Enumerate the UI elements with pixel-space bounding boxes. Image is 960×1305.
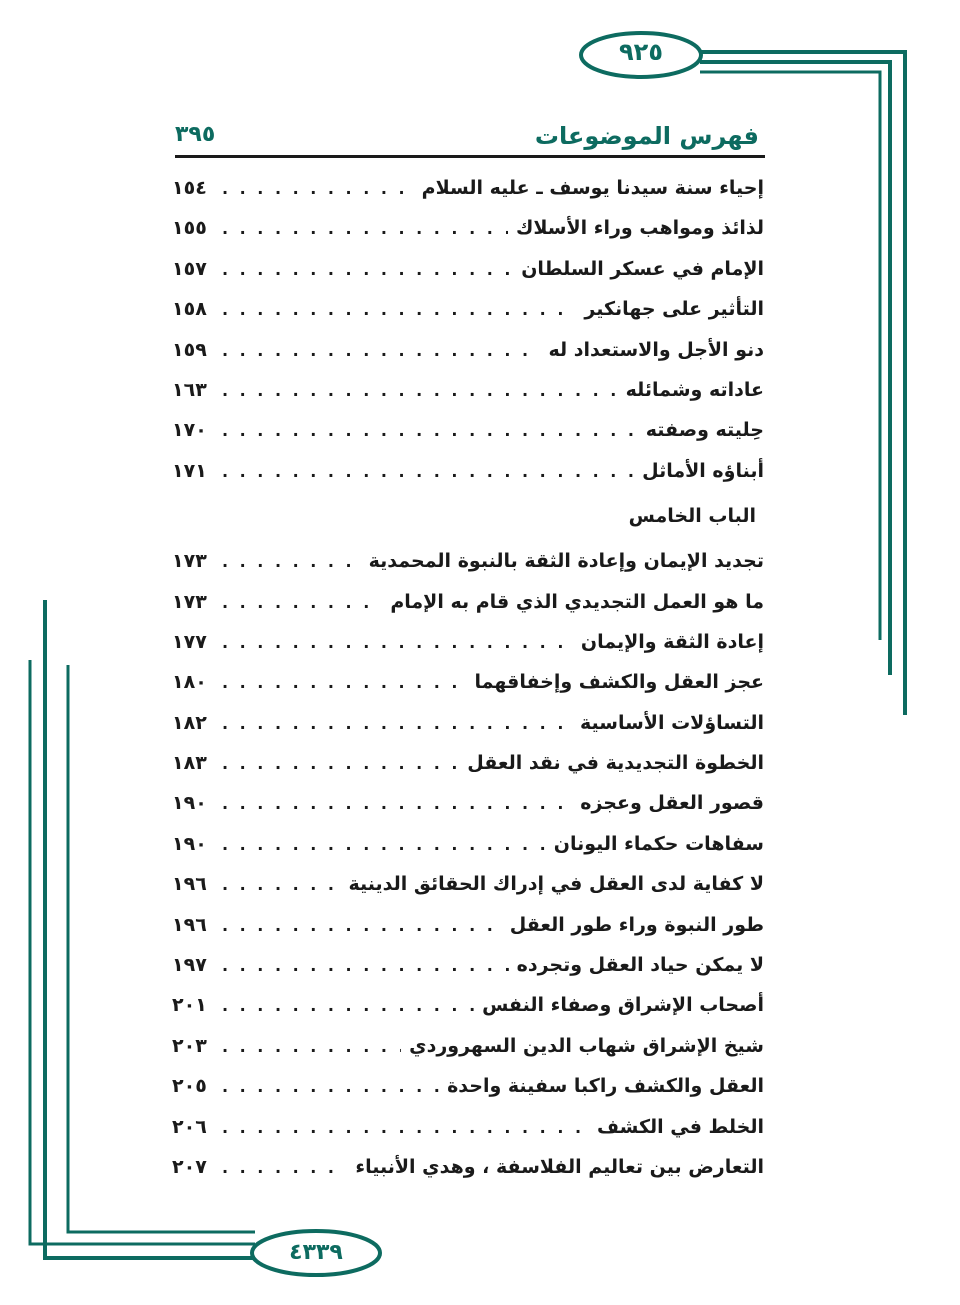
toc-entry: [172, 370, 764, 410]
toc-leader-dots: [222, 663, 467, 703]
toc-entry: [172, 451, 764, 491]
bottom-page-number: ٤٣٣٩: [289, 1240, 343, 1265]
toc-entry: [172, 905, 764, 945]
toc-entry-title: قصور العقل وعجزه: [580, 792, 764, 815]
toc-entry-page: ٢٠٧: [172, 1155, 207, 1178]
toc-leader-dots: [222, 744, 459, 784]
toc-leader-dots: [222, 1148, 347, 1188]
toc-entry-page: ١٩٦: [172, 873, 207, 896]
toc-entry: [172, 1107, 764, 1147]
toc-entry: [172, 662, 764, 702]
toc-leader-dots: [222, 1027, 401, 1067]
toc-entry-page: ١٦٣: [172, 378, 207, 401]
toc-entry: [172, 582, 764, 622]
toc-leader-dots: [222, 946, 509, 986]
toc-entry-page: ١٥٨: [172, 298, 207, 321]
toc-part-1: [172, 168, 764, 491]
toc-entry-title: لا يمكن حياد العقل وتجرده: [516, 954, 764, 977]
toc-entry-title: لا كفاية لدى العقل في إدراك الحقائق الدينية: [348, 873, 764, 896]
toc-entry: [172, 1066, 764, 1106]
toc-entry: [172, 864, 764, 904]
toc-entry-title: طور النبوة وراء طور العقل: [509, 913, 764, 936]
table-of-contents: [172, 168, 764, 1187]
toc-entry-page: ١٨٢: [172, 711, 207, 734]
toc-entry-title: إعادة الثقة والإيمان: [580, 630, 764, 653]
header-title: فهرس الموضوعات: [534, 122, 759, 150]
toc-entry-title: أصحاب الإشراق وصفاء النفس: [482, 994, 764, 1017]
toc-entry-title: تجديد الإيمان وإعادة الثقة بالنبوة المحمدية: [368, 550, 764, 573]
toc-entry: [172, 249, 764, 289]
toc-leader-dots: [222, 623, 573, 663]
toc-entry-title: التأثير على جهانكير: [584, 298, 764, 321]
toc-entry-title: عاداته وشمائله: [625, 378, 764, 401]
toc-leader-dots: [222, 371, 618, 411]
toc-entry-title: الخطوة التجديدية في نقد العقل: [467, 752, 764, 775]
toc-entry-page: ١٧١: [172, 459, 207, 482]
toc-entry-page: ١٧٠: [172, 419, 207, 442]
toc-leader-dots: [222, 169, 414, 209]
toc-leader-dots: [222, 452, 634, 492]
toc-leader-dots: [222, 784, 572, 824]
toc-entry-title: الخلط في الكشف: [597, 1115, 764, 1138]
toc-leader-dots: [222, 1108, 589, 1148]
toc-entry-page: ١٩٠: [172, 792, 207, 815]
toc-entry: [172, 743, 764, 783]
toc-entry: [172, 1026, 764, 1066]
toc-entry-page: ٢٠٦: [172, 1115, 207, 1138]
toc-entry-page: ١٩٦: [172, 913, 207, 936]
toc-entry-page: ١٥٤: [172, 177, 207, 199]
toc-entry: [172, 330, 764, 370]
toc-entry-page: ٢٠٥: [172, 1075, 207, 1098]
toc-leader-dots: [222, 331, 541, 371]
toc-entry: [172, 985, 764, 1025]
toc-leader-dots: [222, 411, 638, 451]
toc-entry: [172, 541, 764, 581]
toc-entry-title: إحياء سنة سيدنا يوسف ـ عليه السلام: [421, 177, 764, 199]
toc-leader-dots: [222, 865, 341, 905]
toc-leader-dots: [222, 825, 546, 865]
toc-entry-page: ١٩٧: [172, 954, 207, 977]
toc-leader-dots: [222, 250, 513, 290]
header-rule: [175, 155, 765, 158]
toc-entry-title: التساؤلات الأساسية: [580, 711, 764, 734]
toc-entry-title: العقل والكشف راكبا سفينة واحدة: [447, 1075, 764, 1098]
toc-part-2: [172, 541, 764, 1187]
section-heading: الباب الخامس: [628, 505, 756, 528]
top-page-number: ٩٢٥: [619, 38, 663, 66]
toc-leader-dots: [222, 906, 502, 946]
toc-entry: [172, 208, 764, 248]
toc-entry-page: ١٨٠: [172, 671, 207, 694]
toc-entry: [172, 703, 764, 743]
toc-entry: [172, 783, 764, 823]
toc-entry-page: ٢٠٣: [172, 1034, 207, 1057]
toc-entry-page: ١٩٠: [172, 832, 207, 855]
toc-entry-page: ١٥٩: [172, 338, 207, 361]
toc-entry-title: عجز العقل والكشف وإخفاقهما: [474, 671, 764, 694]
toc-entry-page: ٢٠١: [172, 994, 207, 1017]
toc-entry-page: ١٥٥: [172, 217, 207, 240]
toc-entry-title: الإمام في عسكر السلطان: [521, 257, 764, 280]
toc-leader-dots: [222, 209, 508, 249]
toc-entry: [172, 824, 764, 864]
toc-leader-dots: [222, 542, 361, 582]
toc-entry: [172, 1147, 764, 1187]
toc-entry-title: لذائذ ومواهب وراء الأسلاك: [515, 217, 764, 240]
toc-leader-dots: [222, 583, 382, 623]
toc-entry-title: التعارض بين تعاليم الفلاسفة ، وهدي الأنبياء: [355, 1155, 764, 1178]
toc-leader-dots: [222, 290, 576, 330]
toc-entry: [172, 945, 764, 985]
toc-leader-dots: [222, 704, 572, 744]
toc-entry-title: شيخ الإشراق شهاب الدين السهروردي: [409, 1034, 764, 1057]
toc-entry: [172, 622, 764, 662]
toc-entry-page: ١٧٧: [172, 630, 207, 653]
toc-entry-title: أبناؤه الأماثل: [642, 459, 764, 482]
toc-entry: [172, 410, 764, 450]
toc-entry-page: ١٥٧: [172, 257, 207, 280]
toc-leader-dots: [222, 1067, 439, 1107]
page-header: [175, 118, 765, 158]
toc-entry-page: ١٧٣: [172, 590, 207, 613]
toc-entry-title: دنو الأجل والاستعداد له: [548, 338, 764, 361]
toc-leader-dots: [222, 986, 474, 1026]
toc-entry-page: ١٨٣: [172, 752, 207, 775]
toc-entry: [172, 168, 764, 208]
toc-entry-title: حِليته وصفته: [645, 419, 764, 442]
toc-entry-title: سفاهات حكماء اليونان: [553, 832, 764, 855]
header-page-number: ٣٩٥: [175, 122, 216, 147]
toc-entry-page: ١٧٣: [172, 550, 207, 573]
toc-entry: [172, 289, 764, 329]
toc-entry-title: ما هو العمل التجديدي الذي قام به الإمام: [390, 590, 764, 613]
